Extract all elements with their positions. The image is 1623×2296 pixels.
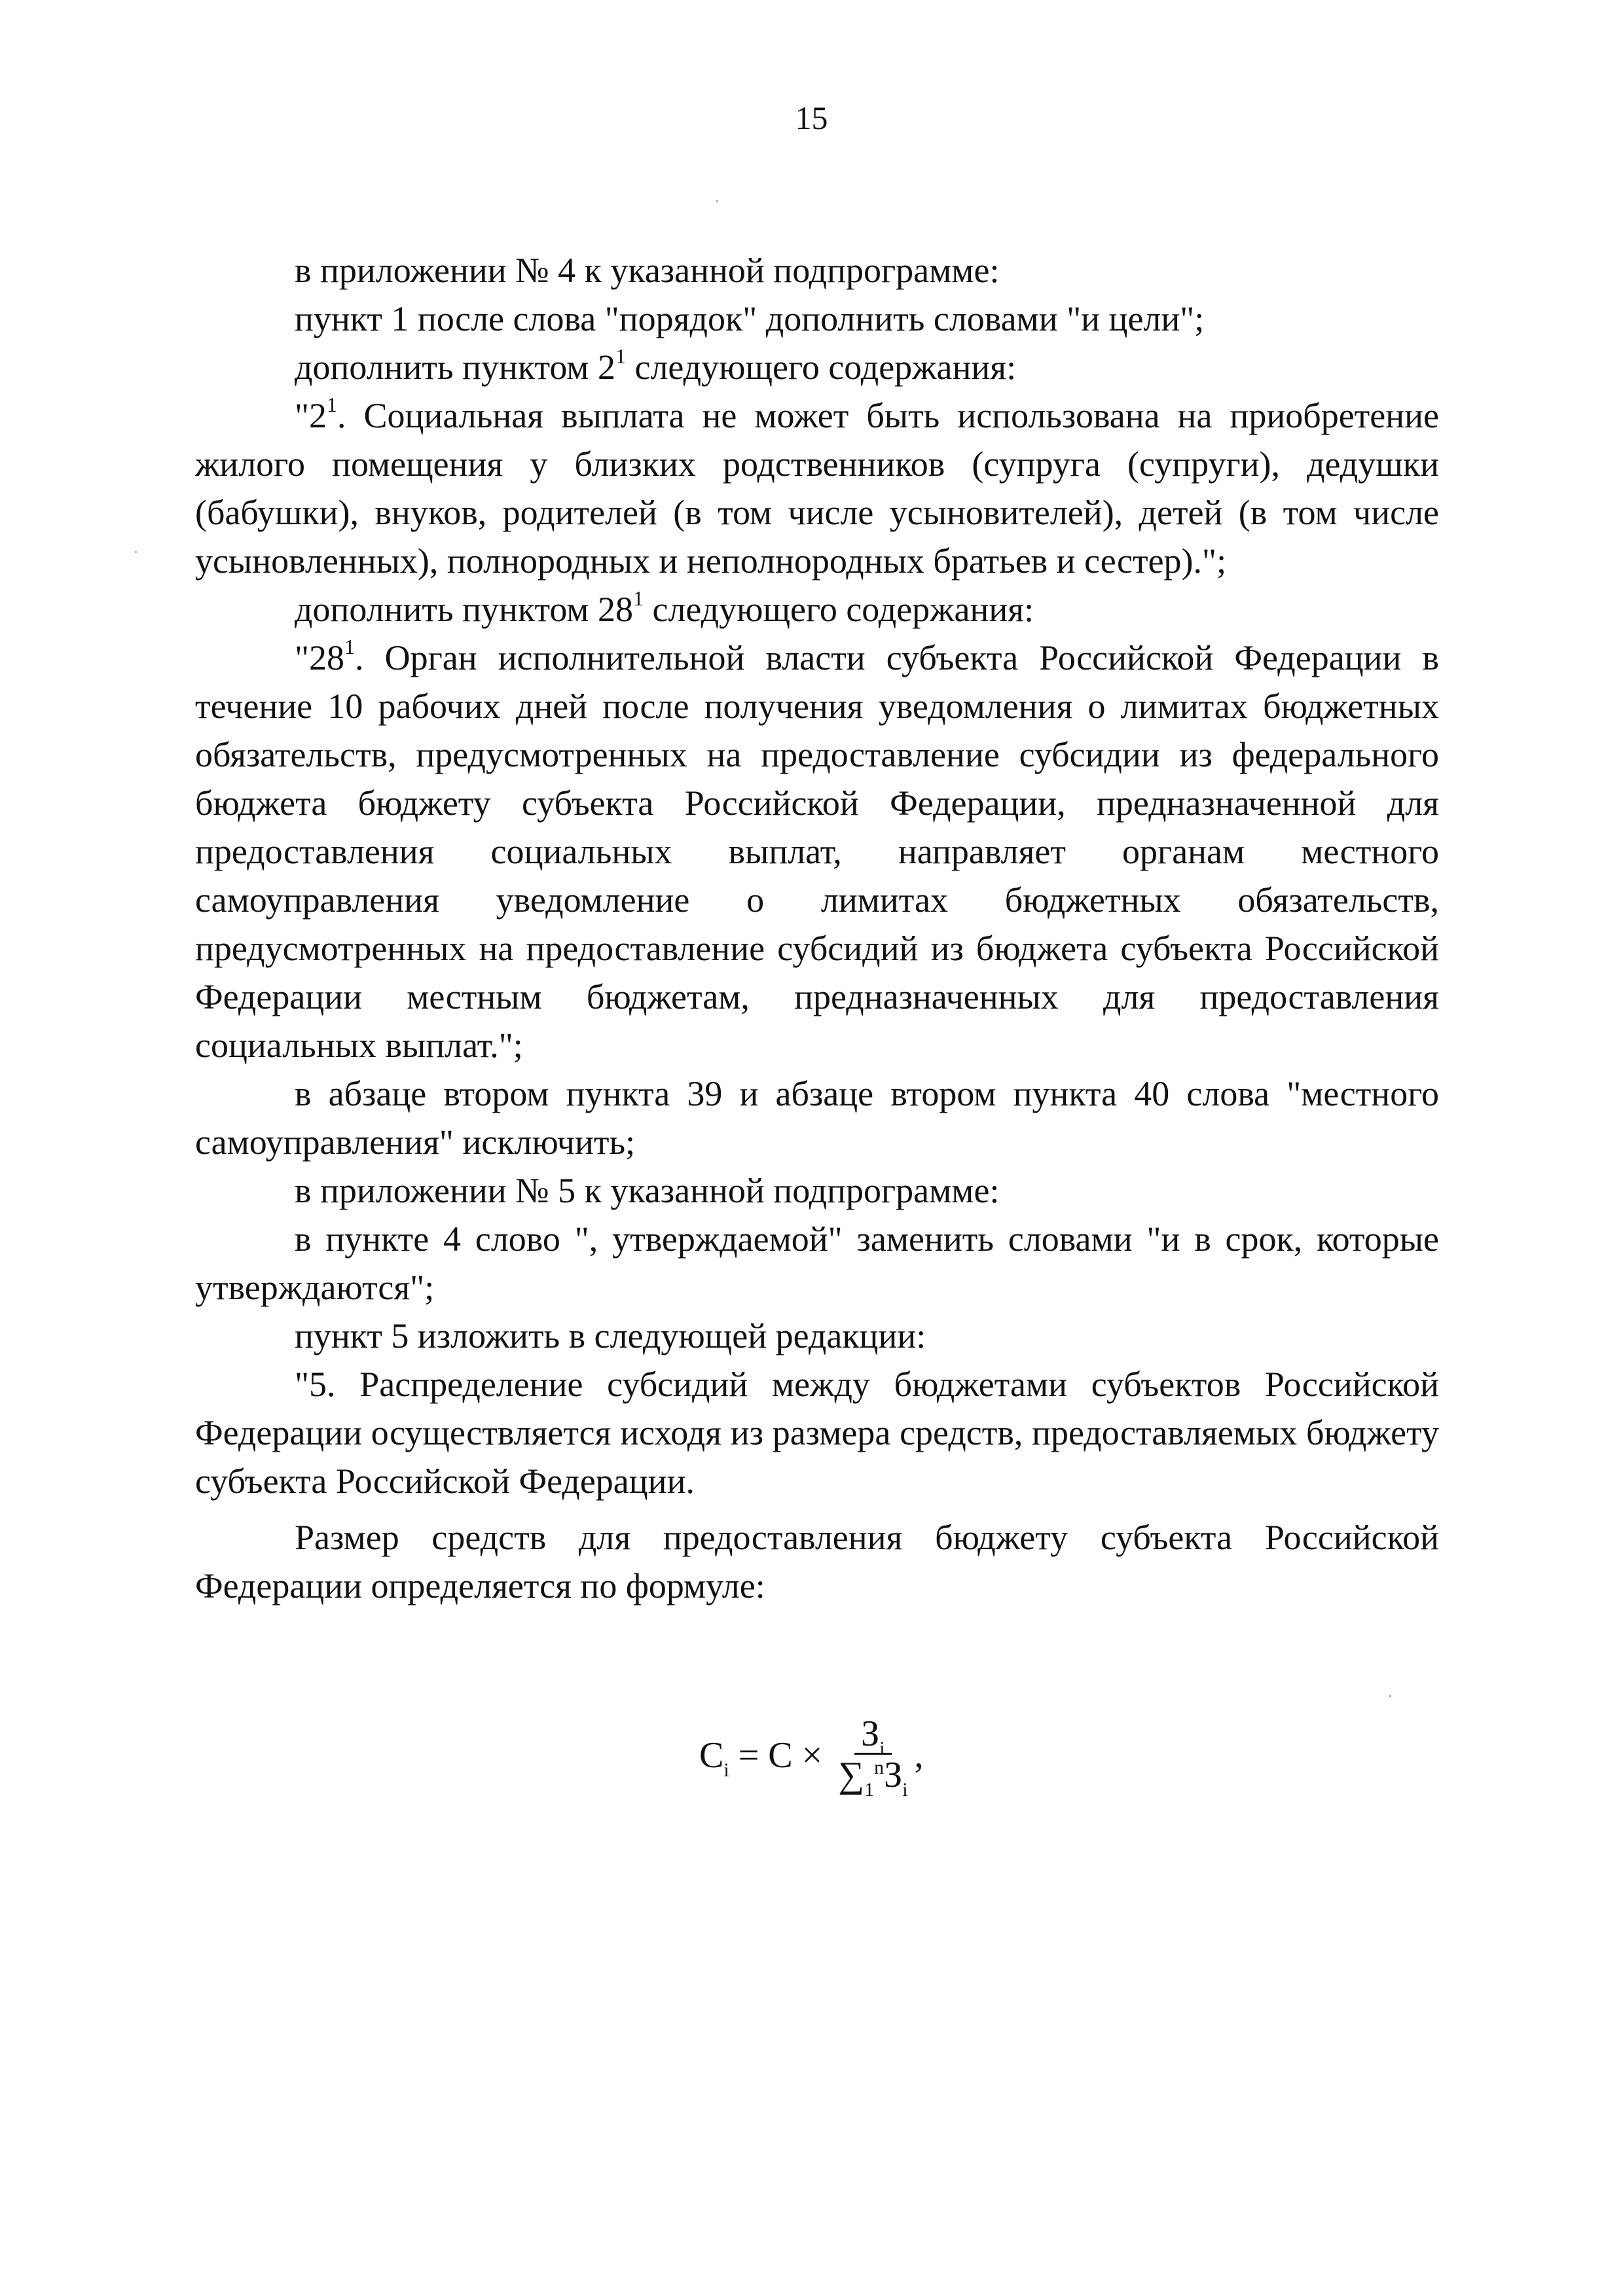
document-body: [195, 246, 1439, 1610]
formula-subscript: i: [879, 1738, 885, 1759]
formula-symbol: C: [699, 1734, 724, 1776]
formula-numerator: [854, 1713, 891, 1759]
paragraph-add-item-2-1: [195, 343, 1439, 391]
paragraph-item-1: пункт 1 после слова "порядок" дополнить словами "и цели";: [295, 299, 1205, 338]
superscript: 1: [344, 635, 356, 658]
paragraph-add-item-28-1: [195, 585, 1439, 634]
superscript: 1: [327, 393, 338, 416]
scan-speck: [716, 200, 718, 202]
paragraph-text: "28: [295, 638, 345, 677]
paragraph-item-28-1-text: [195, 634, 1439, 1069]
paragraph-text: "2: [295, 396, 327, 435]
superscript: 1: [632, 586, 644, 610]
paragraph-text: дополнить пунктом 2: [295, 348, 615, 387]
scan-speck: [135, 551, 137, 553]
paragraph-text: дополнить пунктом 28: [295, 590, 633, 629]
paragraph-items-39-40: в абзаце втором пункта 39 и абзаце втором пункта 40 слова "местного самоуправления" исключить;: [195, 1074, 1439, 1162]
scan-speck: [1389, 1695, 1391, 1697]
formula-lhs: [699, 1734, 729, 1781]
paragraph-item-5-text: "5. Распределение субсидий между бюджетами субъектов Российской Федерации осуществляется исходя из размера средств, предоставляемых бюджету субъекта Российской Федерации.: [195, 1365, 1439, 1501]
formula-sum-upper: n: [874, 1757, 884, 1778]
distribution-formula: [699, 1713, 924, 1801]
sum-icon: ∑: [838, 1755, 865, 1795]
paragraph-formula-intro: Размер средств для предоставления бюджету субъекта Российской Федерации определяется по формуле:: [195, 1518, 1439, 1605]
paragraph-item-2-1-text: [195, 391, 1439, 585]
paragraph-text: следующего содержания:: [643, 590, 1034, 629]
formula-symbol: З: [884, 1755, 903, 1795]
paragraph-item-4: в пункте 4 слово ", утверждаемой" заменить словами "и в срок, которые утверждаются";: [195, 1219, 1439, 1307]
paragraph-text: . Социальная выплата не может быть использована на приобретение жилого помещения у близких родственников (супруга (супруги), дедушки (бабушки), внуков, родителей (в том числе усыновителей), детей (в том числе усыновленных), полнородных и неполнородных братьев и сестер).";: [195, 396, 1439, 581]
formula-operator: = C ×: [729, 1734, 832, 1776]
paragraph-text: . Орган исполнительной власти субъекта Российской Федерации в течение 10 рабочих дней после получения уведомления о лимитах бюджетных обязательств, предусмотренных на предоставление субсидии из федерального бюджета бюджету субъекта Российской Федерации, предназначенной для предоставления социальных выплат, направляет органам местного самоуправления уведомление о лимитах бюджетных обязательств, предусмотренных на предоставление субсидий из бюджета субъекта Российской Федерации местным бюджетам, предназначенных для предоставления социальных выплат.";: [195, 638, 1439, 1065]
paragraph-appendix-5: в приложении № 5 к указанной подпрограмме:: [295, 1171, 1000, 1210]
paragraph-text: следующего содержания:: [625, 348, 1017, 387]
formula-denominator: [834, 1755, 911, 1801]
formula-symbol: З: [861, 1713, 880, 1754]
paragraph-item-5: пункт 5 изложить в следующей редакции:: [295, 1316, 926, 1355]
formula-trailing: ,: [914, 1734, 924, 1776]
formula-sum-lower: 1: [864, 1779, 875, 1801]
superscript: 1: [615, 344, 626, 368]
formula-subscript: i: [902, 1779, 908, 1801]
paragraph-appendix-4: в приложении № 4 к указанной подпрограмме:: [295, 251, 1000, 290]
formula-subscript: i: [723, 1759, 729, 1781]
formula-fraction: [834, 1713, 911, 1801]
page-number: 15: [795, 99, 828, 136]
